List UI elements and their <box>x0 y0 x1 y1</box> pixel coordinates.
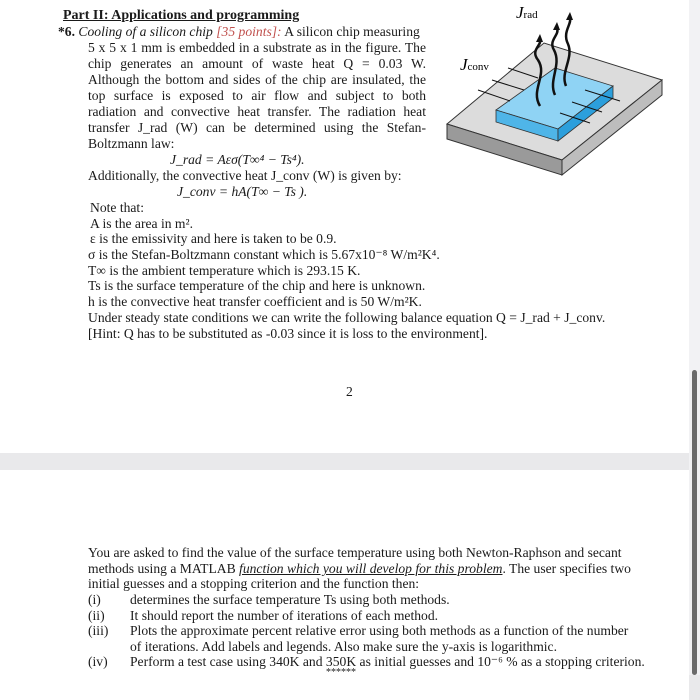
intro-line: transfer J_rad (W) can be determined using the Stefan- <box>88 121 426 135</box>
note-title: Note that: <box>90 200 144 215</box>
list-label: (iv) <box>88 654 108 669</box>
note-item: σ is the Stefan-Boltzmann constant which is 5.67x10⁻⁸ W/m²K⁴. <box>88 247 440 262</box>
question-heading <box>58 25 420 39</box>
task-paragraph-line: You are asked to find the value of the surface temperature using both Newton-Raphson and secant <box>88 545 622 560</box>
hint: [Hint: Q has to be substituted as -0.03 since it is loss to the environment]. <box>88 326 488 341</box>
end-stars: ****** <box>326 667 356 678</box>
list-item: It should report the number of iterations of each method. <box>130 608 439 623</box>
convective-intro: Additionally, the convective heat J_conv (W) is given by: <box>88 168 402 183</box>
list-label: (iii) <box>88 623 109 638</box>
question-title: Cooling of a silicon chip <box>78 24 213 39</box>
question-number: *6. <box>58 24 75 39</box>
note-item: ε is the emissivity and here is taken to be 0.9. <box>90 231 337 246</box>
list-item: determines the surface temperature Ts using both methods. <box>130 592 450 607</box>
intro-line: Although the bottom and sides of the chip are insulated, the <box>88 73 426 87</box>
label-jrad: Jrad <box>516 3 538 22</box>
equation-radiation: J_rad = Aεσ(T∞⁴ − Ts⁴). <box>170 152 305 167</box>
note-item: A is the area in m². <box>90 216 193 231</box>
chip-figure <box>430 0 670 185</box>
task-paragraph-line <box>88 562 631 576</box>
label-jconv: Jconv <box>460 55 489 74</box>
page-number: 2 <box>346 384 353 399</box>
section-title: Part II: Applications and programming <box>63 8 300 23</box>
emphasis-text: function which you will develop for this problem <box>239 561 503 576</box>
task-paragraph-line: initial guesses and a stopping criterion and the function then: <box>88 576 420 591</box>
intro-line: 5 x 5 x 1 mm is embedded in a substrate as in the figure. The <box>88 41 426 55</box>
text: methods using a MATLAB <box>88 561 236 576</box>
list-item: Perform a test case using 340K and 350K as initial guesses and 10⁻⁶ % as a stopping criterion. <box>130 654 645 669</box>
list-label: (i) <box>88 592 101 607</box>
balance-equation: Under steady state conditions we can write the following balance equation Q = J_rad + J_conv. <box>88 310 606 325</box>
list-item-continued: of iterations. Add labels and legends. Also make sure the y-axis is logarithmic. <box>130 639 557 654</box>
intro-line: chip generates an amount of waste heat Q = 0.03 W. <box>88 57 426 71</box>
note-item: h is the convective heat transfer coefficient and is 50 W/m²K. <box>88 294 422 309</box>
equation-convection: J_conv = hA(T∞ − Ts ). <box>177 184 308 199</box>
note-item: T∞ is the ambient temperature which is 293.15 K. <box>88 263 361 278</box>
scrollbar-thumb[interactable] <box>692 370 697 675</box>
intro-line: top surface is exposed to air flow and subject to both <box>88 89 426 103</box>
list-item: Plots the approximate percent relative error using both methods as a function of the number <box>130 623 629 638</box>
intro-line: A silicon chip measuring <box>284 24 420 39</box>
intro-line: Boltzmann law: <box>88 136 175 151</box>
note-item: Ts is the surface temperature of the chip and here is unknown. <box>88 278 426 293</box>
text: . The user specifies two <box>502 561 631 576</box>
question-points: [35 points]: <box>216 24 282 39</box>
list-label: (ii) <box>88 608 105 623</box>
intro-line: radiation and convective heat transfer. The radiation heat <box>88 105 426 119</box>
